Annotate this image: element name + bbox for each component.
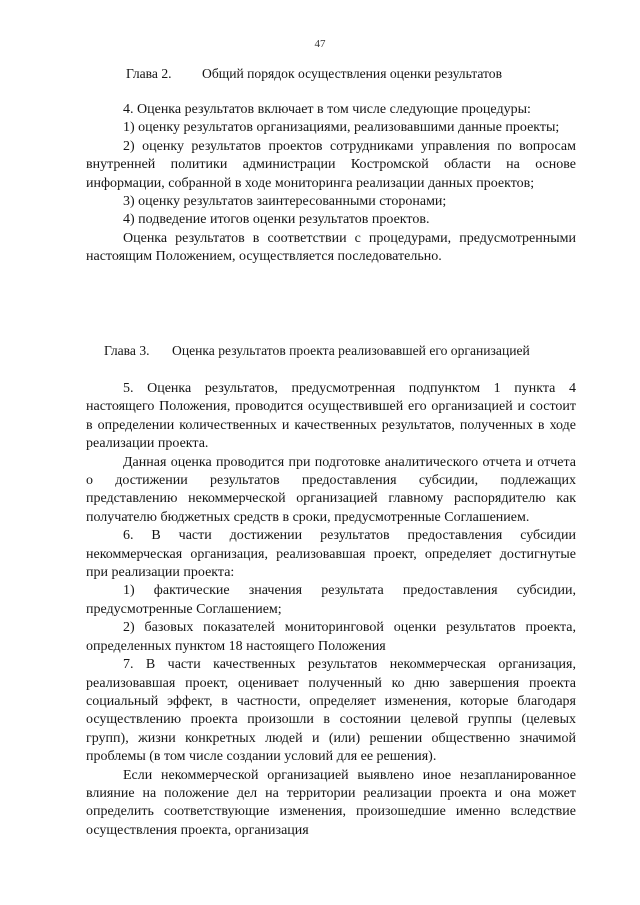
paragraph: 2) базовых показателей мониторинговой оценки результатов проекта, определенных пунктом 18 настоящего Положения	[86, 620, 576, 654]
paragraph: 4. Оценка результатов включает в том числе следующие процедуры:	[123, 102, 531, 117]
chapter-2-title: Общий порядок осуществления оценки результатов	[202, 66, 503, 81]
paragraph: 1) фактические значения результата предоставления субсидии, предусмотренные Соглашением;	[86, 583, 576, 617]
chapter-3-body	[86, 380, 576, 840]
chapter-2-heading	[126, 66, 502, 82]
paragraph: 2) оценку результатов проектов сотрудниками управления по вопросам внутренней политики администрации Костромской области на основе информации, собранной в ходе мониторинга реализации данных проектов;	[86, 138, 576, 191]
paragraph: 5. Оценка результатов, предусмотренная подпунктом 1 пункта 4 настоящего Положения, проводится осуществившей его организацией и состоит в определении количественных и качественных результатов, полученных в ходе реализации проекта.	[86, 381, 576, 452]
paragraph: 1) оценку результатов организациями, реализовавшими данные проекты;	[123, 120, 560, 136]
paragraph: 7. В части качественных результатов некоммерческая организация, реализовавшая проект, оценивает полученный ко дню завершения проекта социальный эффект, в частности, определяет изменения, которые благодаря осуществлению проекта произошли в состоянии целевой группы (целевых групп), жизни конкретных людей и (или) решении общественно значимой проблемы (в том числе создании условий для ее решения).	[86, 657, 576, 765]
chapter-2-number: Глава 2.	[126, 66, 172, 81]
paragraph: 3) оценку результатов заинтересованными сторонами;	[123, 194, 447, 210]
page-number: 47	[314, 38, 326, 50]
paragraph: Если некоммерческой организацией выявлено иное незапланированное влияние на положение дел на территории реализации проекта и она может определить соответствующие изменения, произошедшие именно вследствие осуществления проекта, организация	[86, 767, 576, 838]
chapter-3-number: Глава 3.	[104, 343, 150, 358]
chapter-3-heading	[104, 343, 530, 359]
paragraph: 6. В части достижении результатов предоставления субсидии некоммерческая организация, реализовавшая проект, определяет достигнутые при реализации проекта:	[86, 528, 576, 581]
paragraph: Оценка результатов в соответствии с процедурами, предусмотренными настоящим Положением, осуществляется последовательно.	[86, 230, 576, 265]
paragraph: 4) подведение итогов оценки результатов проектов.	[123, 212, 430, 228]
chapter-2-body	[86, 101, 576, 267]
chapter-3-title: Оценка результатов проекта реализовавшей его организацией	[172, 343, 530, 358]
paragraph: Данная оценка проводится при подготовке аналитического отчета и отчета о достижении результатов предоставления субсидии, подлежащих представлению некоммерческой организацией главному распорядителю как получателю бюджетных средств в сроки, предусмотренные Соглашением.	[86, 454, 576, 525]
